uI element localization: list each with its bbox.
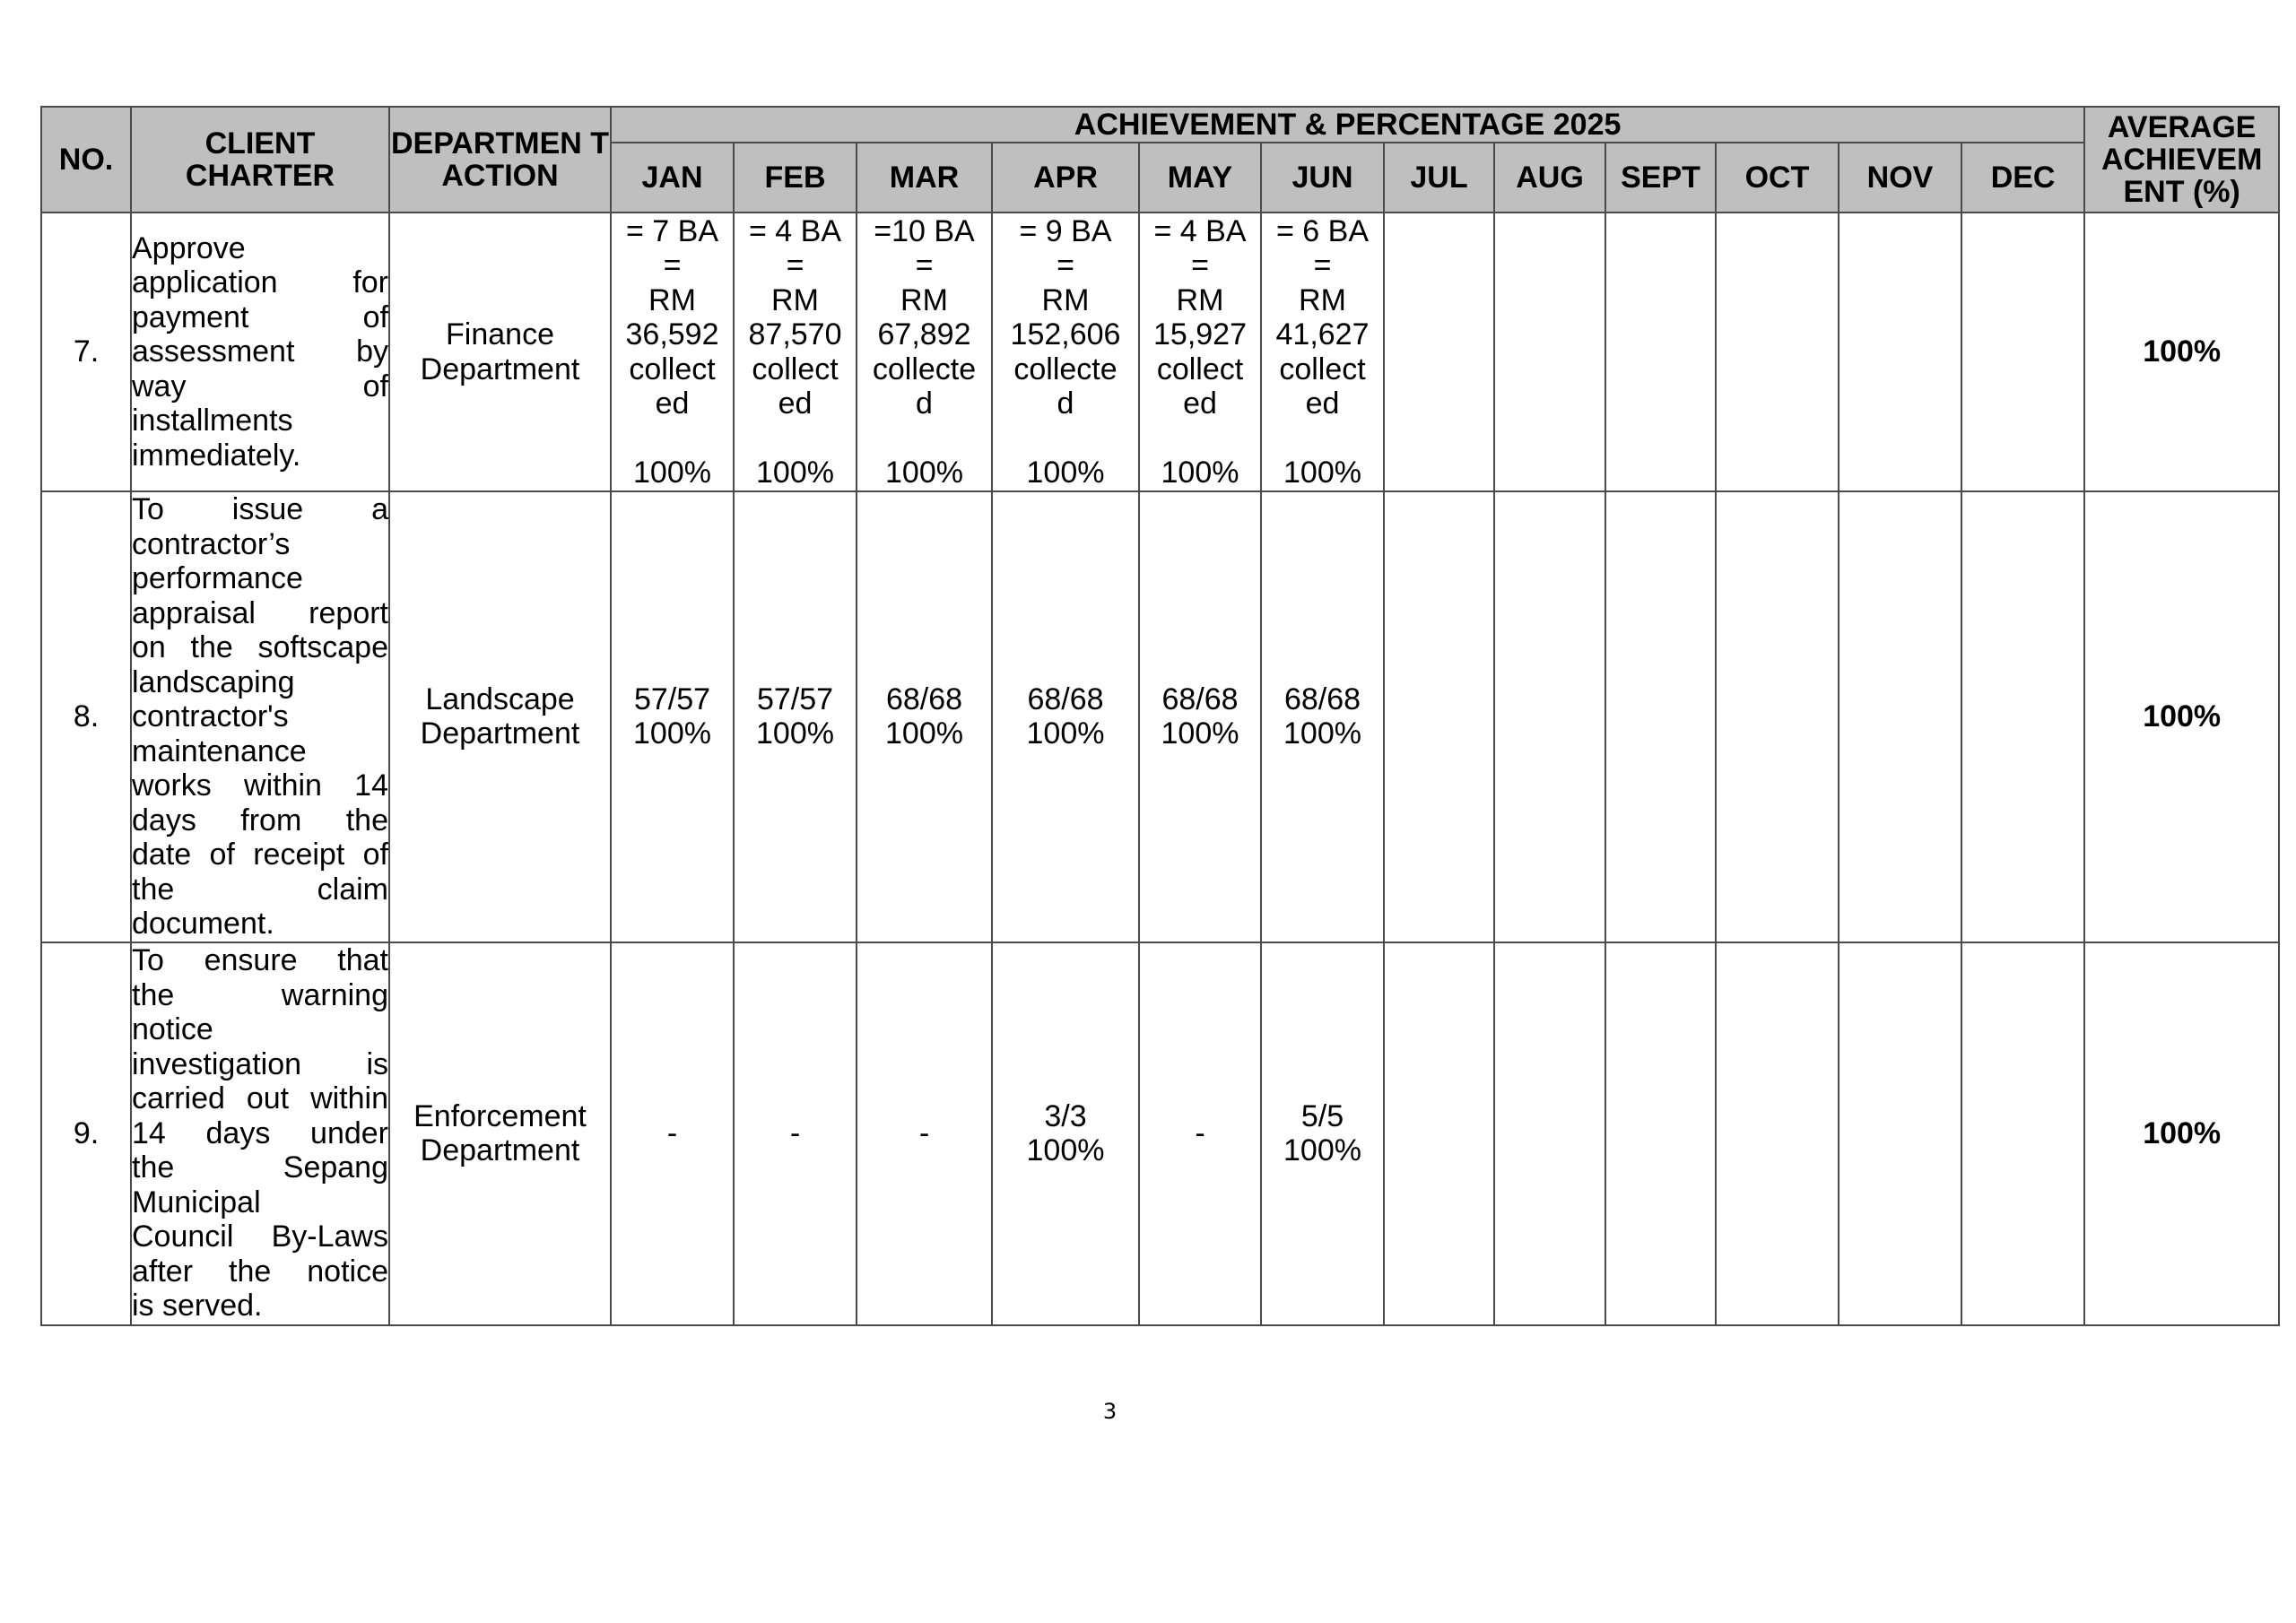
value-line: 68/68: [1283, 681, 1361, 716]
month-value-oct: [1716, 942, 1839, 1325]
value-line: =: [1313, 248, 1332, 283]
month-value-jul: [1384, 491, 1494, 942]
charter-line: appraisal report: [132, 595, 388, 630]
value-percent: 100%: [1283, 1133, 1361, 1167]
value-line: 15,927: [1153, 317, 1247, 352]
month-value-may: [1139, 942, 1261, 1325]
value-line: = 6 BA: [1275, 213, 1369, 248]
department-line: Enforcement: [413, 1098, 587, 1133]
department-line: Finance: [446, 317, 554, 352]
value-line: =10 BA: [874, 213, 975, 248]
month-value-aug: [1494, 213, 1605, 491]
month-value-mar: [857, 213, 992, 491]
month-value-jul: [1384, 942, 1494, 1325]
value-line: 68/68: [1027, 681, 1104, 716]
charter-line: assessment by: [132, 334, 388, 369]
value-line: RM: [900, 282, 948, 317]
spacer: [612, 421, 733, 456]
charter-line: To issue a: [132, 492, 388, 526]
value-percent: 100%: [1161, 716, 1239, 751]
value-line: 87,570: [748, 317, 842, 352]
value-percent: 100%: [1161, 455, 1239, 490]
row-number: 7.: [41, 213, 131, 491]
month-value-jan: [611, 491, 734, 942]
spacer: [1262, 421, 1383, 456]
value-line: collecte: [872, 352, 977, 386]
charter-line: 14 days under: [132, 1115, 388, 1150]
value-line: collect: [1279, 352, 1366, 386]
value-percent: 100%: [1026, 1133, 1105, 1167]
header-month-jul: JUL: [1384, 143, 1494, 213]
department-line: Department: [420, 716, 580, 751]
month-value-jun: [1261, 942, 1384, 1325]
value-percent: 100%: [756, 455, 834, 490]
value-line: 68/68: [885, 681, 963, 716]
value-line: =: [1057, 248, 1074, 283]
value-line: =: [786, 248, 804, 283]
charter-line: investigation is: [132, 1046, 388, 1081]
value-line: RM: [1299, 282, 1346, 317]
charter-line: installments: [132, 404, 293, 438]
header-month-sept: SEPT: [1605, 143, 1716, 213]
month-value-dec: [1961, 491, 2084, 942]
value-line: = 7 BA: [625, 213, 718, 248]
header-month-apr: APR: [992, 143, 1139, 213]
month-value-jun: [1261, 213, 1384, 491]
department-line: Department: [420, 352, 580, 386]
row-number: 9.: [41, 942, 131, 1325]
value-line: 5/5: [1300, 1098, 1344, 1133]
table-row: [41, 942, 2279, 1325]
value-line: = 4 BA: [748, 213, 841, 248]
value-line: RM: [771, 282, 819, 317]
charter-line: Council By-Laws: [132, 1219, 388, 1254]
month-value-nov: [1839, 491, 1961, 942]
month-value-oct: [1716, 213, 1839, 491]
charter-line: contractor's: [132, 699, 289, 733]
month-value-jul: [1384, 213, 1494, 491]
value-percent: 100%: [633, 455, 711, 490]
header-average-achievement: AVERAGE ACHIEVEM ENT (%): [2084, 107, 2279, 213]
value-percent: 100%: [1283, 455, 1361, 490]
value-line: =: [663, 248, 682, 283]
value-line: 57/57: [633, 681, 711, 716]
value-line: d: [916, 386, 933, 421]
client-charter-table: [40, 106, 2280, 1326]
charter-line: landscaping: [132, 664, 295, 699]
month-value-apr: [992, 491, 1139, 942]
value-line: -: [666, 1115, 678, 1150]
header-no: NO.: [41, 107, 131, 213]
month-value-may: [1139, 213, 1261, 491]
charter-line: date of receipt of: [132, 838, 388, 872]
charter-line: the warning: [132, 977, 388, 1012]
spacer: [1140, 421, 1260, 456]
charter-line: contractor’s: [132, 526, 291, 561]
client-charter-text: [131, 491, 389, 942]
month-value-aug: [1494, 942, 1605, 1325]
spacer: [735, 421, 856, 456]
month-value-dec: [1961, 942, 2084, 1325]
charter-line: performance: [132, 561, 303, 595]
header-department-action: DEPARTMEN T ACTION: [389, 107, 611, 213]
value-line: =: [1191, 248, 1209, 283]
value-line: collecte: [1013, 352, 1118, 386]
spacer: [857, 421, 991, 456]
charter-line: way of: [132, 369, 388, 404]
month-value-apr: [992, 213, 1139, 491]
value-percent: 100%: [756, 716, 834, 751]
header-achievement-group: ACHIEVEMENT & PERCENTAGE 2025: [611, 107, 2084, 143]
value-line: ed: [1305, 386, 1340, 421]
header-month-nov: NOV: [1839, 143, 1961, 213]
value-line: -: [1195, 1115, 1205, 1150]
header-month-jan: JAN: [611, 143, 734, 213]
value-line: 152,606: [1010, 317, 1121, 352]
header-month-aug: AUG: [1494, 143, 1605, 213]
value-line: ed: [778, 386, 813, 421]
value-line: ed: [655, 386, 690, 421]
charter-line: is served.: [132, 1289, 263, 1324]
value-line: 41,627: [1275, 317, 1370, 352]
value-line: RM: [648, 282, 696, 317]
value-line: RM: [1176, 282, 1224, 317]
value-line: -: [918, 1115, 930, 1150]
header-month-feb: FEB: [734, 143, 857, 213]
value-line: 68/68: [1161, 681, 1239, 716]
header-month-jun: JUN: [1261, 143, 1384, 213]
header-month-may: MAY: [1139, 143, 1261, 213]
page-number: 3: [1102, 1399, 1118, 1424]
charter-line: maintenance: [132, 733, 307, 768]
month-value-feb: [734, 213, 857, 491]
table-row: [41, 213, 2279, 491]
department-line: Department: [420, 1133, 580, 1167]
charter-line: days from the: [132, 803, 388, 838]
charter-line: Approve: [132, 230, 246, 265]
header-month-mar: MAR: [857, 143, 992, 213]
client-charter-text: [131, 213, 389, 491]
month-value-sept: [1605, 491, 1716, 942]
header-client-charter: CLIENT CHARTER: [131, 107, 389, 213]
month-value-mar: [857, 942, 992, 1325]
charter-line: after the notice: [132, 1254, 388, 1289]
charter-line: To ensure that: [132, 943, 388, 978]
department-cell: [389, 213, 611, 491]
value-line: collect: [629, 352, 716, 386]
month-value-aug: [1494, 491, 1605, 942]
value-line: = 9 BA: [1019, 213, 1112, 248]
table-row: [41, 491, 2279, 942]
row-number: 8.: [41, 491, 131, 942]
value-line: 3/3: [1044, 1098, 1087, 1133]
spacer: [993, 421, 1138, 456]
month-value-may: [1139, 491, 1261, 942]
month-value-feb: [734, 942, 857, 1325]
value-line: 67,892: [877, 317, 971, 352]
month-value-apr: [992, 942, 1139, 1325]
month-value-oct: [1716, 491, 1839, 942]
charter-line: immediately.: [132, 438, 301, 473]
header-month-dec: DEC: [1961, 143, 2084, 213]
value-percent: 100%: [1283, 716, 1361, 751]
value-line: =: [915, 248, 934, 283]
average-achievement: 100%: [2084, 942, 2279, 1325]
value-percent: 100%: [1026, 455, 1105, 490]
client-charter-text: [131, 942, 389, 1325]
month-value-dec: [1961, 213, 2084, 491]
header-row-1: [41, 107, 2279, 143]
value-line: collect: [752, 352, 839, 386]
department-cell: [389, 942, 611, 1325]
month-value-mar: [857, 491, 992, 942]
charter-line: on the softscape: [132, 630, 388, 664]
month-value-sept: [1605, 942, 1716, 1325]
charter-line: notice: [132, 1012, 213, 1047]
charter-line: works within 14: [132, 768, 388, 803]
header-month-oct: OCT: [1716, 143, 1839, 213]
month-value-jun: [1261, 491, 1384, 942]
value-percent: 100%: [1026, 716, 1105, 751]
charter-line: carried out within: [132, 1081, 388, 1116]
charter-line: the Sepang: [132, 1150, 388, 1185]
value-percent: 100%: [633, 716, 711, 751]
value-line: 36,592: [625, 317, 719, 352]
month-value-nov: [1839, 942, 1961, 1325]
month-value-sept: [1605, 213, 1716, 491]
value-percent: 100%: [885, 716, 963, 751]
value-line: ed: [1183, 386, 1217, 421]
charter-line: document.: [132, 907, 274, 941]
month-value-jan: [611, 942, 734, 1325]
charter-line: the claim: [132, 872, 388, 907]
value-line: = 4 BA: [1153, 213, 1247, 248]
charter-line: payment of: [132, 299, 388, 334]
value-line: d: [1057, 386, 1074, 421]
department-line: Landscape: [425, 681, 575, 716]
value-line: -: [789, 1115, 801, 1150]
value-percent: 100%: [885, 455, 963, 490]
month-value-jan: [611, 213, 734, 491]
average-achievement: 100%: [2084, 213, 2279, 491]
department-cell: [389, 491, 611, 942]
average-achievement: 100%: [2084, 491, 2279, 942]
month-value-nov: [1839, 213, 1961, 491]
charter-line: Municipal: [132, 1185, 261, 1219]
value-line: collect: [1156, 352, 1244, 386]
month-value-feb: [734, 491, 857, 942]
value-line: RM: [1041, 282, 1090, 317]
value-line: 57/57: [756, 681, 834, 716]
charter-line: application for: [132, 265, 388, 300]
